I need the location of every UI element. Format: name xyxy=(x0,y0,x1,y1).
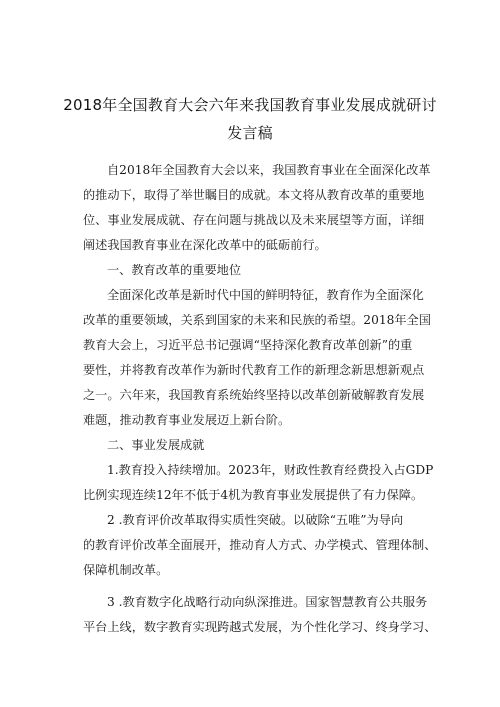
text-line: 全面深化改革是新时代中国的鲜明特征，教育作为全面深化 xyxy=(107,288,424,302)
section-heading-1 xyxy=(83,258,443,283)
achievement-item-1 xyxy=(83,458,443,508)
section-heading: 二、事业发展成就 xyxy=(107,438,205,452)
text-line: 教育大会上，习近平总书记强调“坚持深化教育改革创新”的重 xyxy=(83,338,413,352)
reform-status-paragraph xyxy=(83,283,443,433)
text-line: 3 .教育数字化战略行动向纵深推进。国家智慧教育公共服务 xyxy=(107,595,428,609)
text-line: 之一。六年来，我国教育系统始终坚持以改革创新破解教育发展 xyxy=(83,388,425,402)
text-line: 位、事业发展成就、存在问题与挑战以及未来展望等方面，详细 xyxy=(83,213,425,227)
text-line: 改革的重要领域，关系到国家的未来和民族的希望。2018年全国 xyxy=(83,313,431,327)
text-line: 的推动下，取得了举世瞩目的成就。本文将从教育改革的重要地 xyxy=(83,188,425,202)
achievement-item-3 xyxy=(83,590,443,640)
text-line: 2 .教育评价改革取得实质性突破。以破除“五唯”为导向 xyxy=(107,513,404,527)
section-heading: 一、教育改革的重要地位 xyxy=(107,263,242,277)
intro-paragraph xyxy=(83,158,443,258)
text-line: 平台上线，数字教育实现跨越式发展，为个性化学习、终身学习、 xyxy=(83,620,437,634)
text-line: 自2018年全国教育大会以来，我国教育事业在全面深化改革 xyxy=(107,163,431,177)
achievement-item-2 xyxy=(83,508,443,583)
text-line: 要性，并将教育改革作为新时代教育工作的新理念新思想新观点 xyxy=(83,363,425,377)
text-line: 保障机制改革。 xyxy=(83,563,169,577)
document-title: 2018年全国教育大会六年来我国教育事业发展成就研讨 xyxy=(63,96,437,114)
text-line: 难题，推动教育事业发展迈上新台阶。 xyxy=(83,413,291,427)
text-line: 的教育评价改革全面展开，推动育人方式、办学模式、管理体制、 xyxy=(83,538,437,552)
section-heading-2 xyxy=(83,433,443,458)
text-line: 阐述我国教育事业在深化改革中的砥砺前行。 xyxy=(83,238,327,252)
document-title-continuation: 发言稿 xyxy=(227,124,273,142)
text-line: 比例实现连续12年不低于4机为教育事业发展提供了有力保障。 xyxy=(83,488,424,502)
text-line: 1.教育投入持续增加。2023年，财政性教育经费投入占GDP xyxy=(107,463,434,477)
